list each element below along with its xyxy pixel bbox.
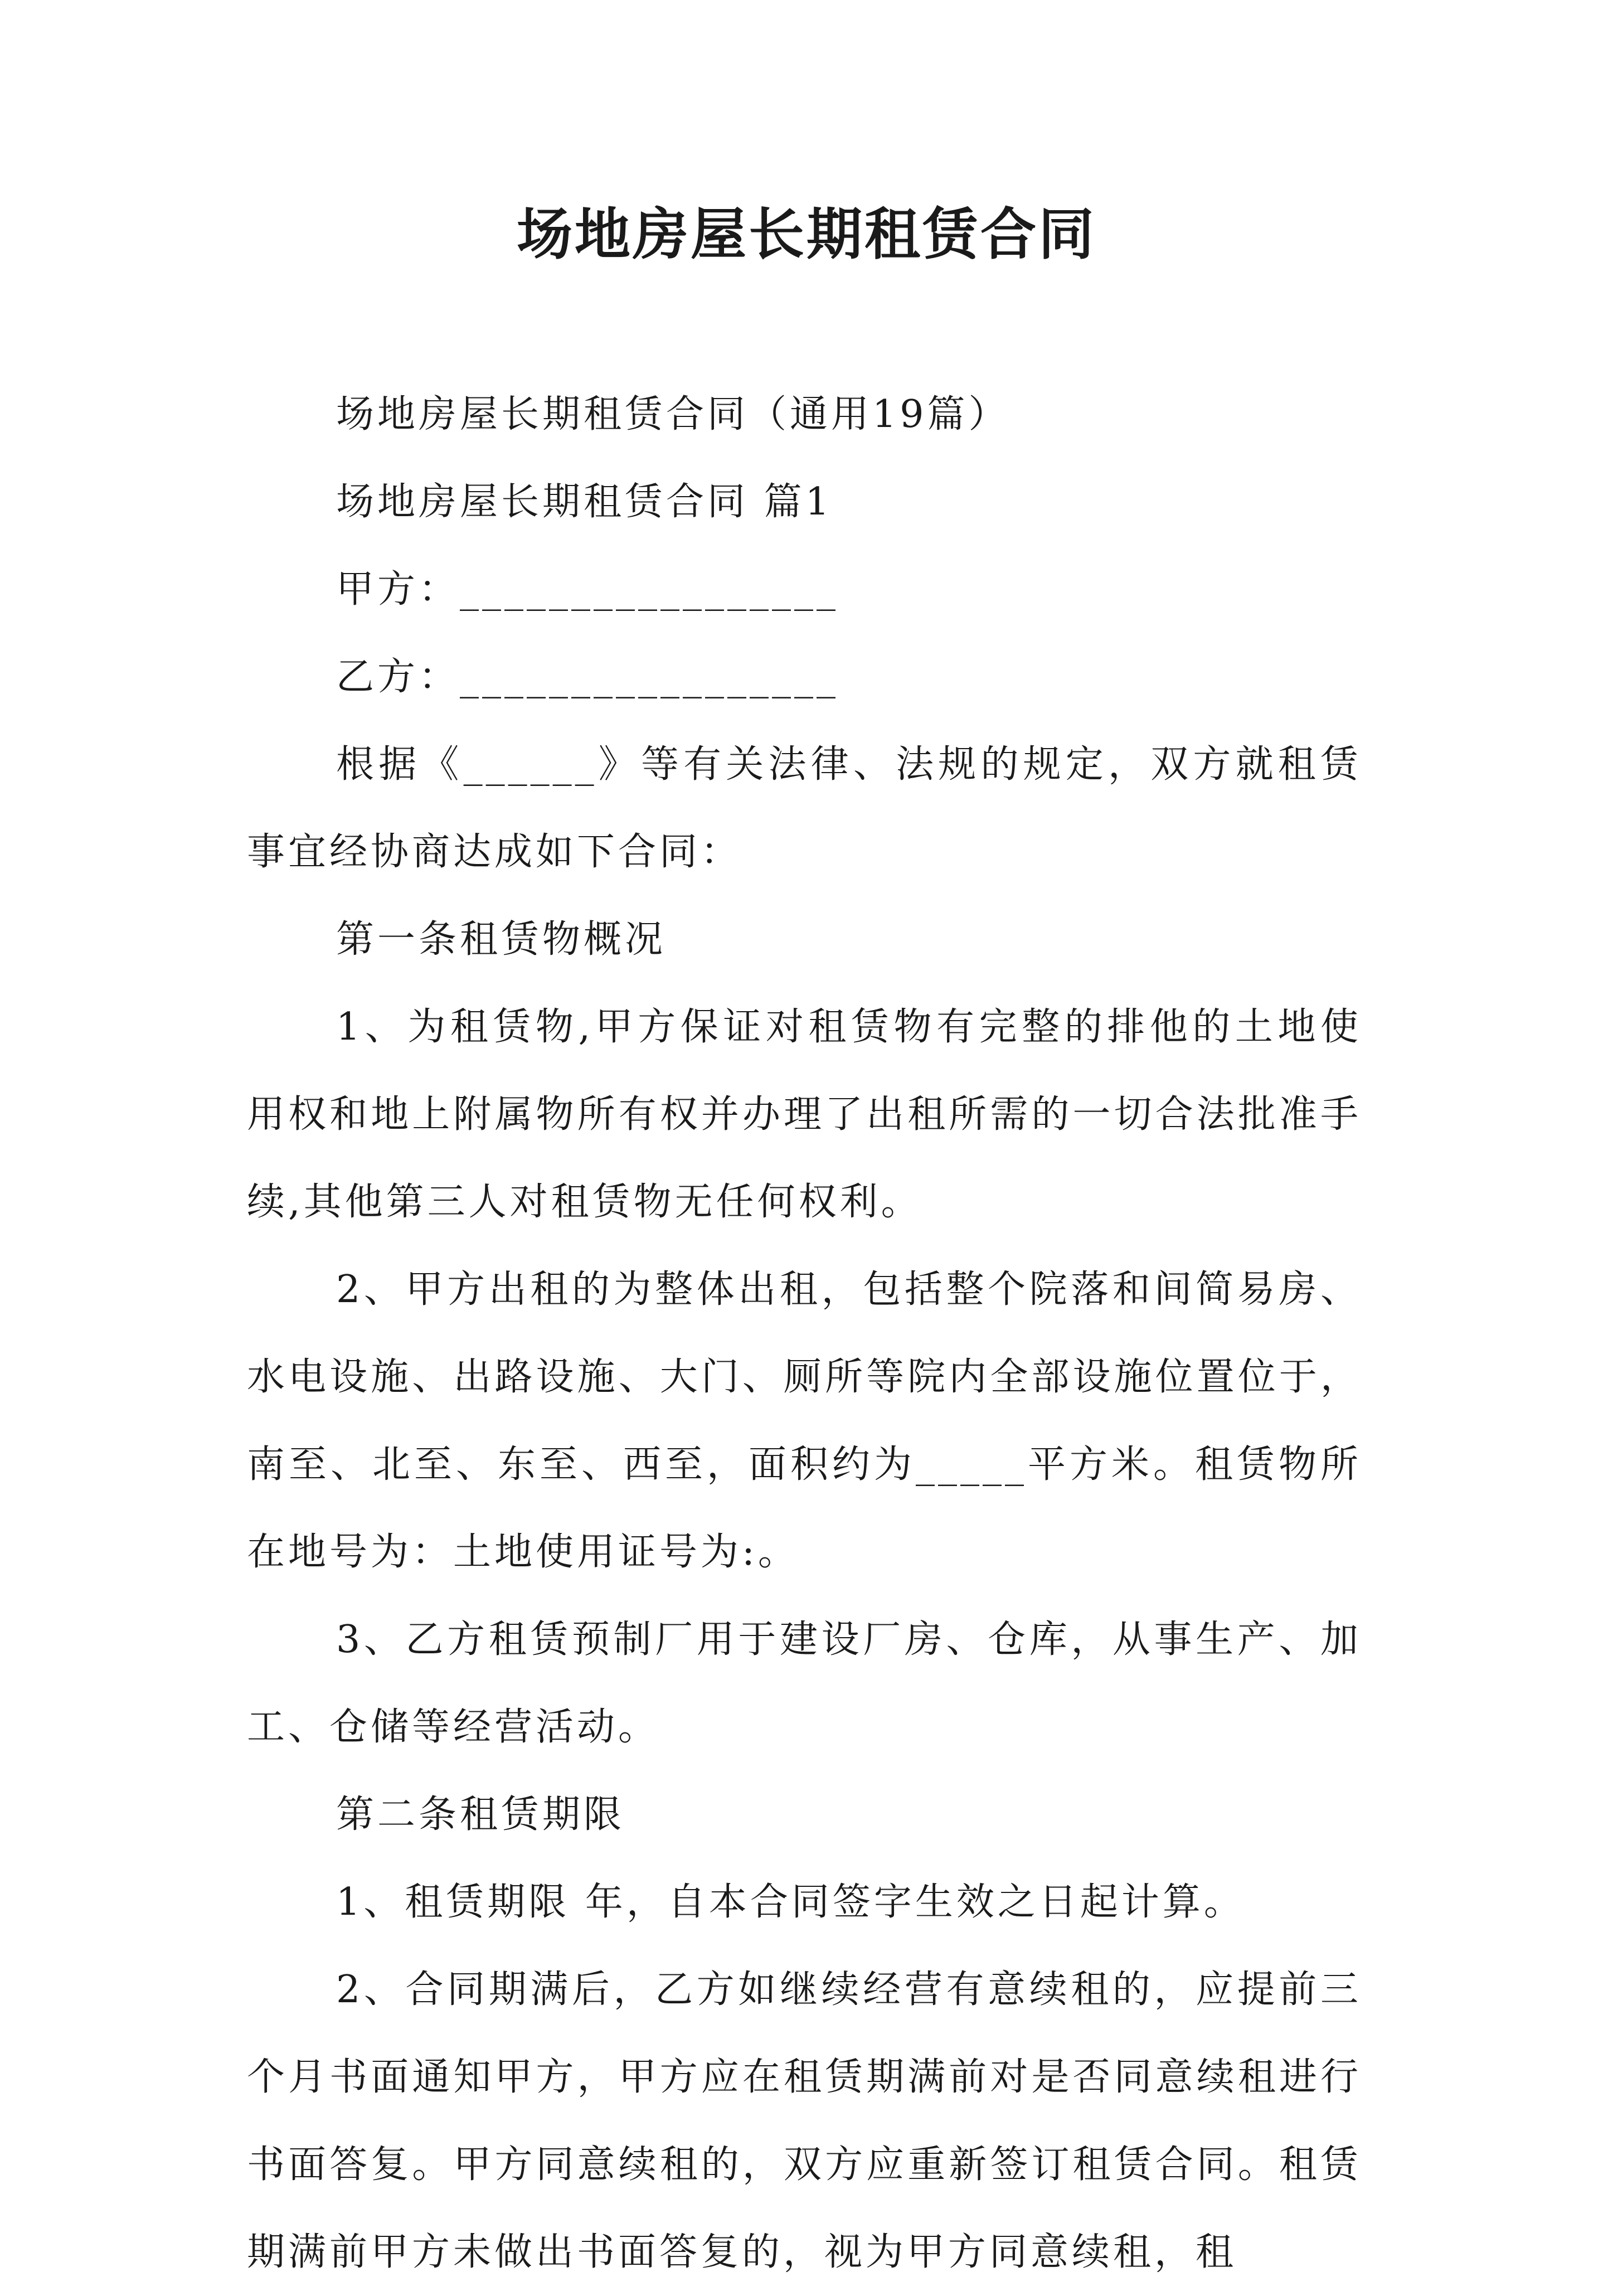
paragraph-article-2-item-2: 2、合同期满后，乙方如继续经营有意续租的，应提前三个月书面通知甲方，甲方应在租赁期满前对是否同意续租进行书面答复。甲方同意续租的，双方应重新签订租赁合同。租赁期满前甲方未做出书面答复的，视为甲方同意续租，租 (247, 1968, 1362, 2274)
paragraph-party-a: 甲方：_________________ (336, 567, 839, 611)
paragraph-preamble: 根据《______》等有关法律、法规的规定，双方就租赁事宜经协商达成如下合同： (247, 742, 1362, 874)
paragraph-article-1-item-2: 2、甲方出租的为整体出租，包括整个院落和间简易房、水电设施、出路设施、大门、厕所等院内全部设施位置位于，南至、北至、东至、西至，面积约为_____平方米。租赁物所在地号为：土地使用证号为:。 (247, 1268, 1362, 1574)
document-body (247, 371, 1362, 2296)
paragraph-article-2-heading: 第二条租赁期限 (336, 1793, 625, 1837)
paragraph-article-2-item-1: 1、租赁期限 年，自本合同签字生效之日起计算。 (336, 1880, 1245, 1924)
document-title: 场地房屋长期租赁合同 (517, 201, 1096, 267)
paragraph-article-1-item-1: 1、为租赁物,甲方保证对租赁物有完整的排他的土地使用权和地上附属物所有权并办理了出租所需的一切合法批准手续,其他第三人对租赁物无任何权利。 (247, 1005, 1362, 1224)
paragraph-article-1-heading: 第一条租赁物概况 (336, 918, 667, 962)
paragraph-party-b: 乙方：_________________ (336, 655, 839, 699)
paragraph-collection-title: 场地房屋长期租赁合同（通用19篇） (336, 392, 1010, 436)
paragraph-article-1-item-3: 3、乙方租赁预制厂用于建设厂房、仓库，从事生产、加工、仓储等经营活动。 (247, 1618, 1362, 1749)
paragraph-section-heading: 场地房屋长期租赁合同 篇1 (336, 480, 833, 524)
